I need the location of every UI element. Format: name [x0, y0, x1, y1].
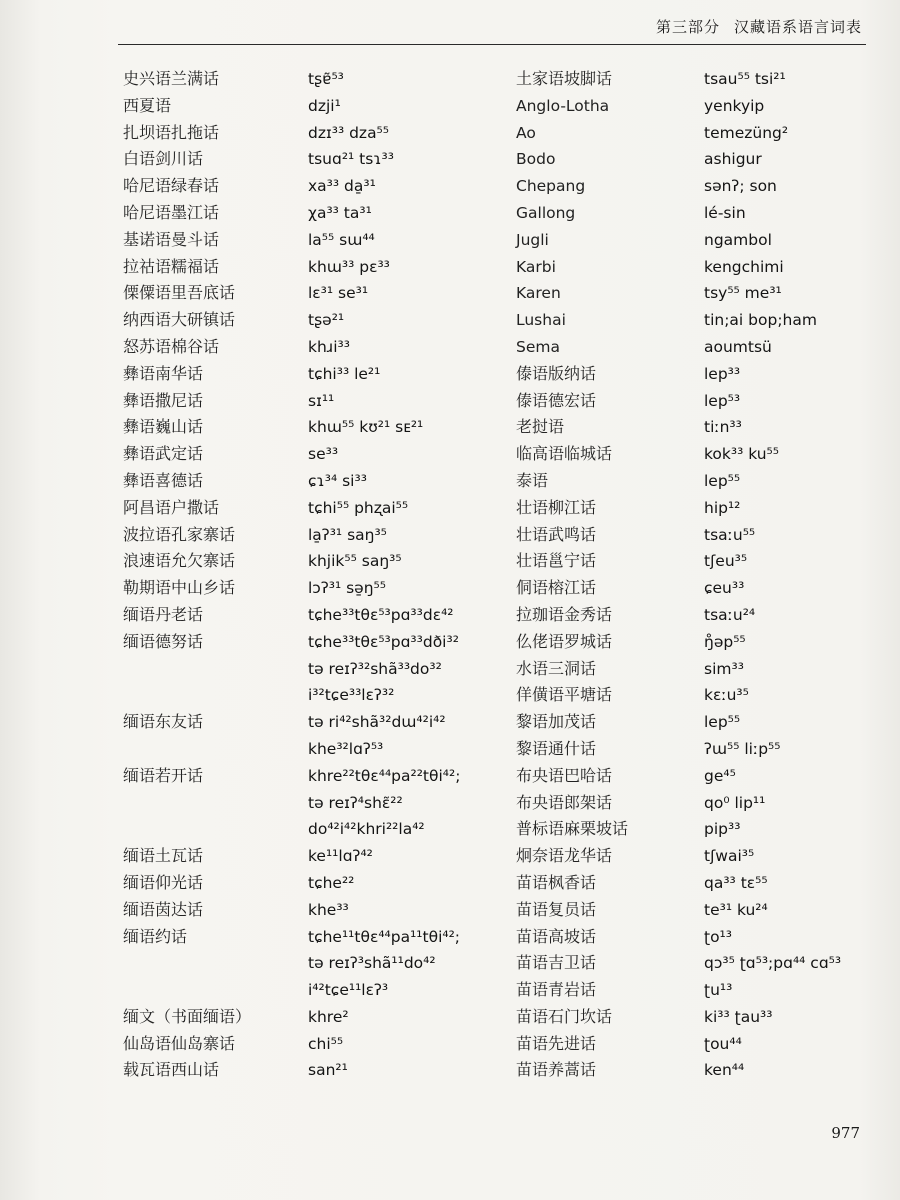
word-form: khre²²tθɛ⁴⁴pa²²tθi⁴²; [308, 766, 461, 785]
word-form: tʂə²¹ [308, 311, 345, 330]
word-form: i⁴²tɕe¹¹lɛʔ³ [308, 981, 389, 1000]
language-name: Sema [516, 337, 560, 356]
word-form: tɕhe¹¹tθɛ⁴⁴pa¹¹tθi⁴²; [308, 927, 461, 946]
header-rule [118, 44, 866, 45]
language-name: 缅语丹老话 [123, 604, 204, 624]
word-form: se³³ [308, 445, 339, 464]
language-name: Anglo-Lotha [516, 96, 610, 115]
language-name: 怒苏语棉谷话 [123, 336, 220, 356]
language-name: 土家语坡脚话 [516, 69, 613, 88]
language-name: 缅语若开话 [123, 765, 204, 785]
word-form: sɪ¹¹ [308, 391, 335, 410]
word-form: la⁵⁵ sɯ⁴⁴ [308, 230, 375, 249]
language-name: 阿昌语户撒话 [123, 497, 220, 517]
word-form: ʈou⁴⁴ [704, 1034, 742, 1053]
page-number: 977 [831, 1124, 860, 1142]
word-form: ngambol [704, 230, 772, 249]
language-name: 彝语武定话 [123, 444, 204, 464]
word-form: tsy⁵⁵ me³¹ [704, 284, 782, 303]
language-name [123, 682, 293, 709]
word-form: ke¹¹lɑʔ⁴² [308, 847, 373, 866]
word-form: tə reɪʔ⁴shɛ̃²² [308, 793, 403, 812]
running-header [656, 16, 862, 37]
language-name: 缅语约话 [123, 926, 188, 946]
word-form: do⁴²i⁴²khri²²la⁴² [308, 820, 425, 839]
word-form: tɕhi⁵⁵ phʐai⁵⁵ [308, 498, 409, 517]
language-name: 彝语南华话 [123, 363, 204, 383]
language-name: 哈尼语墨江话 [123, 202, 220, 222]
word-form: lep⁵³ [704, 391, 741, 410]
word-form: tə reɪʔ³²shã³³do³² [308, 659, 442, 678]
language-name: 壮语柳江话 [516, 497, 597, 517]
language-name: 壮语武鸣话 [516, 524, 597, 544]
right-language-column [516, 66, 696, 1084]
word-form: tə ri⁴²shã³²dɯ⁴²i⁴² [308, 713, 446, 732]
word-form: lep³³ [704, 364, 741, 383]
language-name [123, 950, 293, 977]
language-name: 苗语石门坎话 [516, 1006, 613, 1026]
language-name: 浪速语允欠寨话 [123, 551, 236, 571]
language-name: 普标语麻栗坡话 [516, 819, 629, 839]
language-name: 苗语先进话 [516, 1033, 597, 1053]
word-form: tɕhe²² [308, 873, 355, 892]
word-form: tsaːu²⁴ [704, 605, 756, 624]
left-form-column [308, 66, 508, 1084]
language-name [123, 790, 293, 817]
word-form: tʃeu³⁵ [704, 552, 748, 571]
language-name [123, 977, 293, 1004]
word-form: tsau⁵⁵ tsi²¹ [704, 70, 786, 88]
word-form: χa³³ ta³¹ [308, 203, 372, 222]
language-name: 史兴语兰满话 [123, 69, 220, 88]
language-name: 苗语吉卫话 [516, 953, 597, 973]
language-name: 水语三洞话 [516, 658, 597, 678]
language-name: 老挝语 [516, 417, 565, 437]
language-name: 白语剑川话 [123, 149, 204, 169]
word-form: khre² [308, 1007, 349, 1026]
word-form: ɕɿ³⁴ si³³ [308, 471, 367, 490]
language-name: 缅语德努话 [123, 631, 204, 651]
language-name: 缅语仰光话 [123, 872, 204, 892]
word-form: khe³³ [308, 900, 349, 919]
word-form: sənʔ; son [704, 177, 777, 196]
word-form: lep⁵⁵ [704, 713, 741, 732]
word-form: tsaːu⁵⁵ [704, 525, 756, 544]
language-name: 苗语青岩话 [516, 980, 597, 1000]
language-name: Jugli [516, 230, 549, 249]
word-form: lep⁵⁵ [704, 471, 741, 490]
language-name: 傣语版纳话 [516, 363, 597, 383]
word-form: khjik⁵⁵ saŋ³⁵ [308, 552, 402, 571]
language-name: 波拉语孔家寨话 [123, 524, 236, 544]
language-name: Chepang [516, 177, 586, 196]
word-form: i³²tɕe³³lɛʔ³² [308, 686, 395, 705]
language-name: 黎语加茂话 [516, 712, 597, 732]
language-name: 纳西语大研镇话 [123, 310, 236, 330]
language-name: Lushai [516, 311, 566, 330]
language-name: 仫佬语罗城话 [516, 631, 613, 651]
word-form: hip¹² [704, 498, 741, 517]
word-form: ken⁴⁴ [704, 1061, 745, 1080]
language-name: 壮语邕宁话 [516, 551, 597, 571]
word-form: dzji¹ [308, 96, 341, 115]
word-form: kok³³ ku⁵⁵ [704, 445, 779, 464]
language-name: 缅语东友话 [123, 712, 204, 732]
language-name [123, 816, 293, 843]
language-name: Gallong [516, 203, 576, 222]
word-form: tɕhe³³tθɛ⁵³pɑ³³dɛ⁴² [308, 605, 454, 624]
word-form: ʔɯ⁵⁵ liːp⁵⁵ [704, 739, 781, 758]
right-form-column [704, 66, 884, 1084]
language-name: 傈僳语里吾底话 [123, 283, 236, 303]
language-name: 炯奈语龙华话 [516, 846, 613, 866]
language-name: 彝语撒尼话 [123, 390, 204, 410]
language-name [123, 736, 293, 763]
language-name: 西夏语 [123, 95, 172, 115]
language-name: 缅文（书面缅语） [123, 1006, 252, 1026]
word-form: lé-sin [704, 203, 746, 222]
word-form: tə reɪʔ³shã¹¹do⁴² [308, 954, 436, 973]
language-name: Ao [516, 123, 536, 142]
language-name: 彝语巍山话 [123, 417, 204, 437]
word-form: chi⁵⁵ [308, 1034, 344, 1053]
language-name: 扎坝语扎拖话 [123, 122, 220, 142]
left-language-column [123, 66, 293, 1084]
word-form: xa³³ da̱³¹ [308, 177, 376, 196]
language-name: 黎语通什话 [516, 738, 597, 758]
word-form: lɛ³¹ se³¹ [308, 284, 369, 303]
language-name: 彝语喜德话 [123, 470, 204, 490]
header-section: 汉藏语系语言词表 [733, 18, 862, 36]
word-form: khɯ⁵⁵ kʊ²¹ sᴇ²¹ [308, 418, 424, 437]
language-name: 佯僙语平塘话 [516, 685, 613, 705]
word-form: lɔʔ³¹ sə̱ŋ⁵⁵ [308, 579, 386, 598]
word-form: tʃwai³⁵ [704, 847, 755, 866]
language-name: 泰语 [516, 470, 549, 490]
word-form: te³¹ ku²⁴ [704, 900, 768, 919]
word-form: aoumtsü [704, 337, 772, 356]
language-name: 拉祜语糯福话 [123, 256, 220, 276]
language-name: 勒期语中山乡话 [123, 578, 236, 598]
language-name: 苗语高坡话 [516, 926, 597, 946]
language-name: 布央语巴哈话 [516, 765, 613, 785]
word-form: pip³³ [704, 820, 741, 839]
language-name: 载瓦语西山话 [123, 1060, 220, 1080]
word-form: ki³³ ʈau³³ [704, 1007, 773, 1026]
header-part: 第三部分 [655, 18, 720, 36]
language-name: 苗语枫香话 [516, 872, 597, 892]
word-form: khɯ³³ pɛ³³ [308, 257, 390, 276]
language-name: Karen [516, 284, 561, 303]
word-form: san²¹ [308, 1061, 348, 1080]
word-form: ɕeu³³ [704, 579, 745, 598]
word-form: yenkyip [704, 96, 765, 115]
word-form: tʂɐ̃⁵³ [308, 70, 344, 88]
word-form: ʈo¹³ [704, 927, 732, 946]
word-form: tɕhi³³ le²¹ [308, 364, 381, 383]
language-name: 缅语土瓦话 [123, 846, 204, 866]
language-name: 临高语临城话 [516, 444, 613, 464]
word-form: tin;ai bop;ham [704, 311, 817, 330]
word-form: qa³³ tɛ⁵⁵ [704, 873, 768, 892]
word-form: khe³²lɑʔ⁵³ [308, 739, 384, 758]
word-form: ge⁴⁵ [704, 766, 736, 785]
word-form: ŋ̊əp⁵⁵ [704, 632, 746, 651]
word-form: tiːn³³ [704, 418, 742, 437]
word-form: kɛːu³⁵ [704, 686, 749, 705]
word-form: sim³³ [704, 659, 744, 678]
language-name: 基诺语曼斗话 [123, 229, 220, 249]
word-form: qo⁰ lip¹¹ [704, 793, 766, 812]
language-name: 拉珈语金秀话 [516, 604, 613, 624]
word-form: la̱ʔ³¹ saŋ³⁵ [308, 525, 387, 544]
language-name: 侗语榕江话 [516, 578, 597, 598]
word-form: ashigur [704, 150, 762, 169]
language-name: 布央语郎架话 [516, 792, 613, 812]
language-name: 苗语复员话 [516, 899, 597, 919]
word-form: tɕhe³³tθɛ⁵³pɑ³³dði³² [308, 632, 459, 651]
word-form: ʈu¹³ [704, 981, 733, 1000]
word-form: kengchimi [704, 257, 784, 276]
language-name: Karbi [516, 257, 556, 276]
language-name: Bodo [516, 150, 556, 169]
language-name: 缅语茵达话 [123, 899, 204, 919]
word-form: dzɪ³³ dza⁵⁵ [308, 123, 389, 142]
language-name: 苗语养蒿话 [516, 1060, 597, 1080]
language-name: 仙岛语仙岛寨话 [123, 1033, 236, 1053]
language-name [123, 656, 293, 683]
word-form: tsuɑ²¹ tsɿ³³ [308, 150, 394, 169]
word-form: qɔ³⁵ ʈɑ⁵³;pɑ⁴⁴ cɑ⁵³ [704, 954, 842, 973]
word-form: khɹi³³ [308, 337, 350, 356]
word-form: temezüng² [704, 123, 789, 142]
language-name: 哈尼语绿春话 [123, 176, 220, 196]
language-name: 傣语德宏话 [516, 390, 597, 410]
